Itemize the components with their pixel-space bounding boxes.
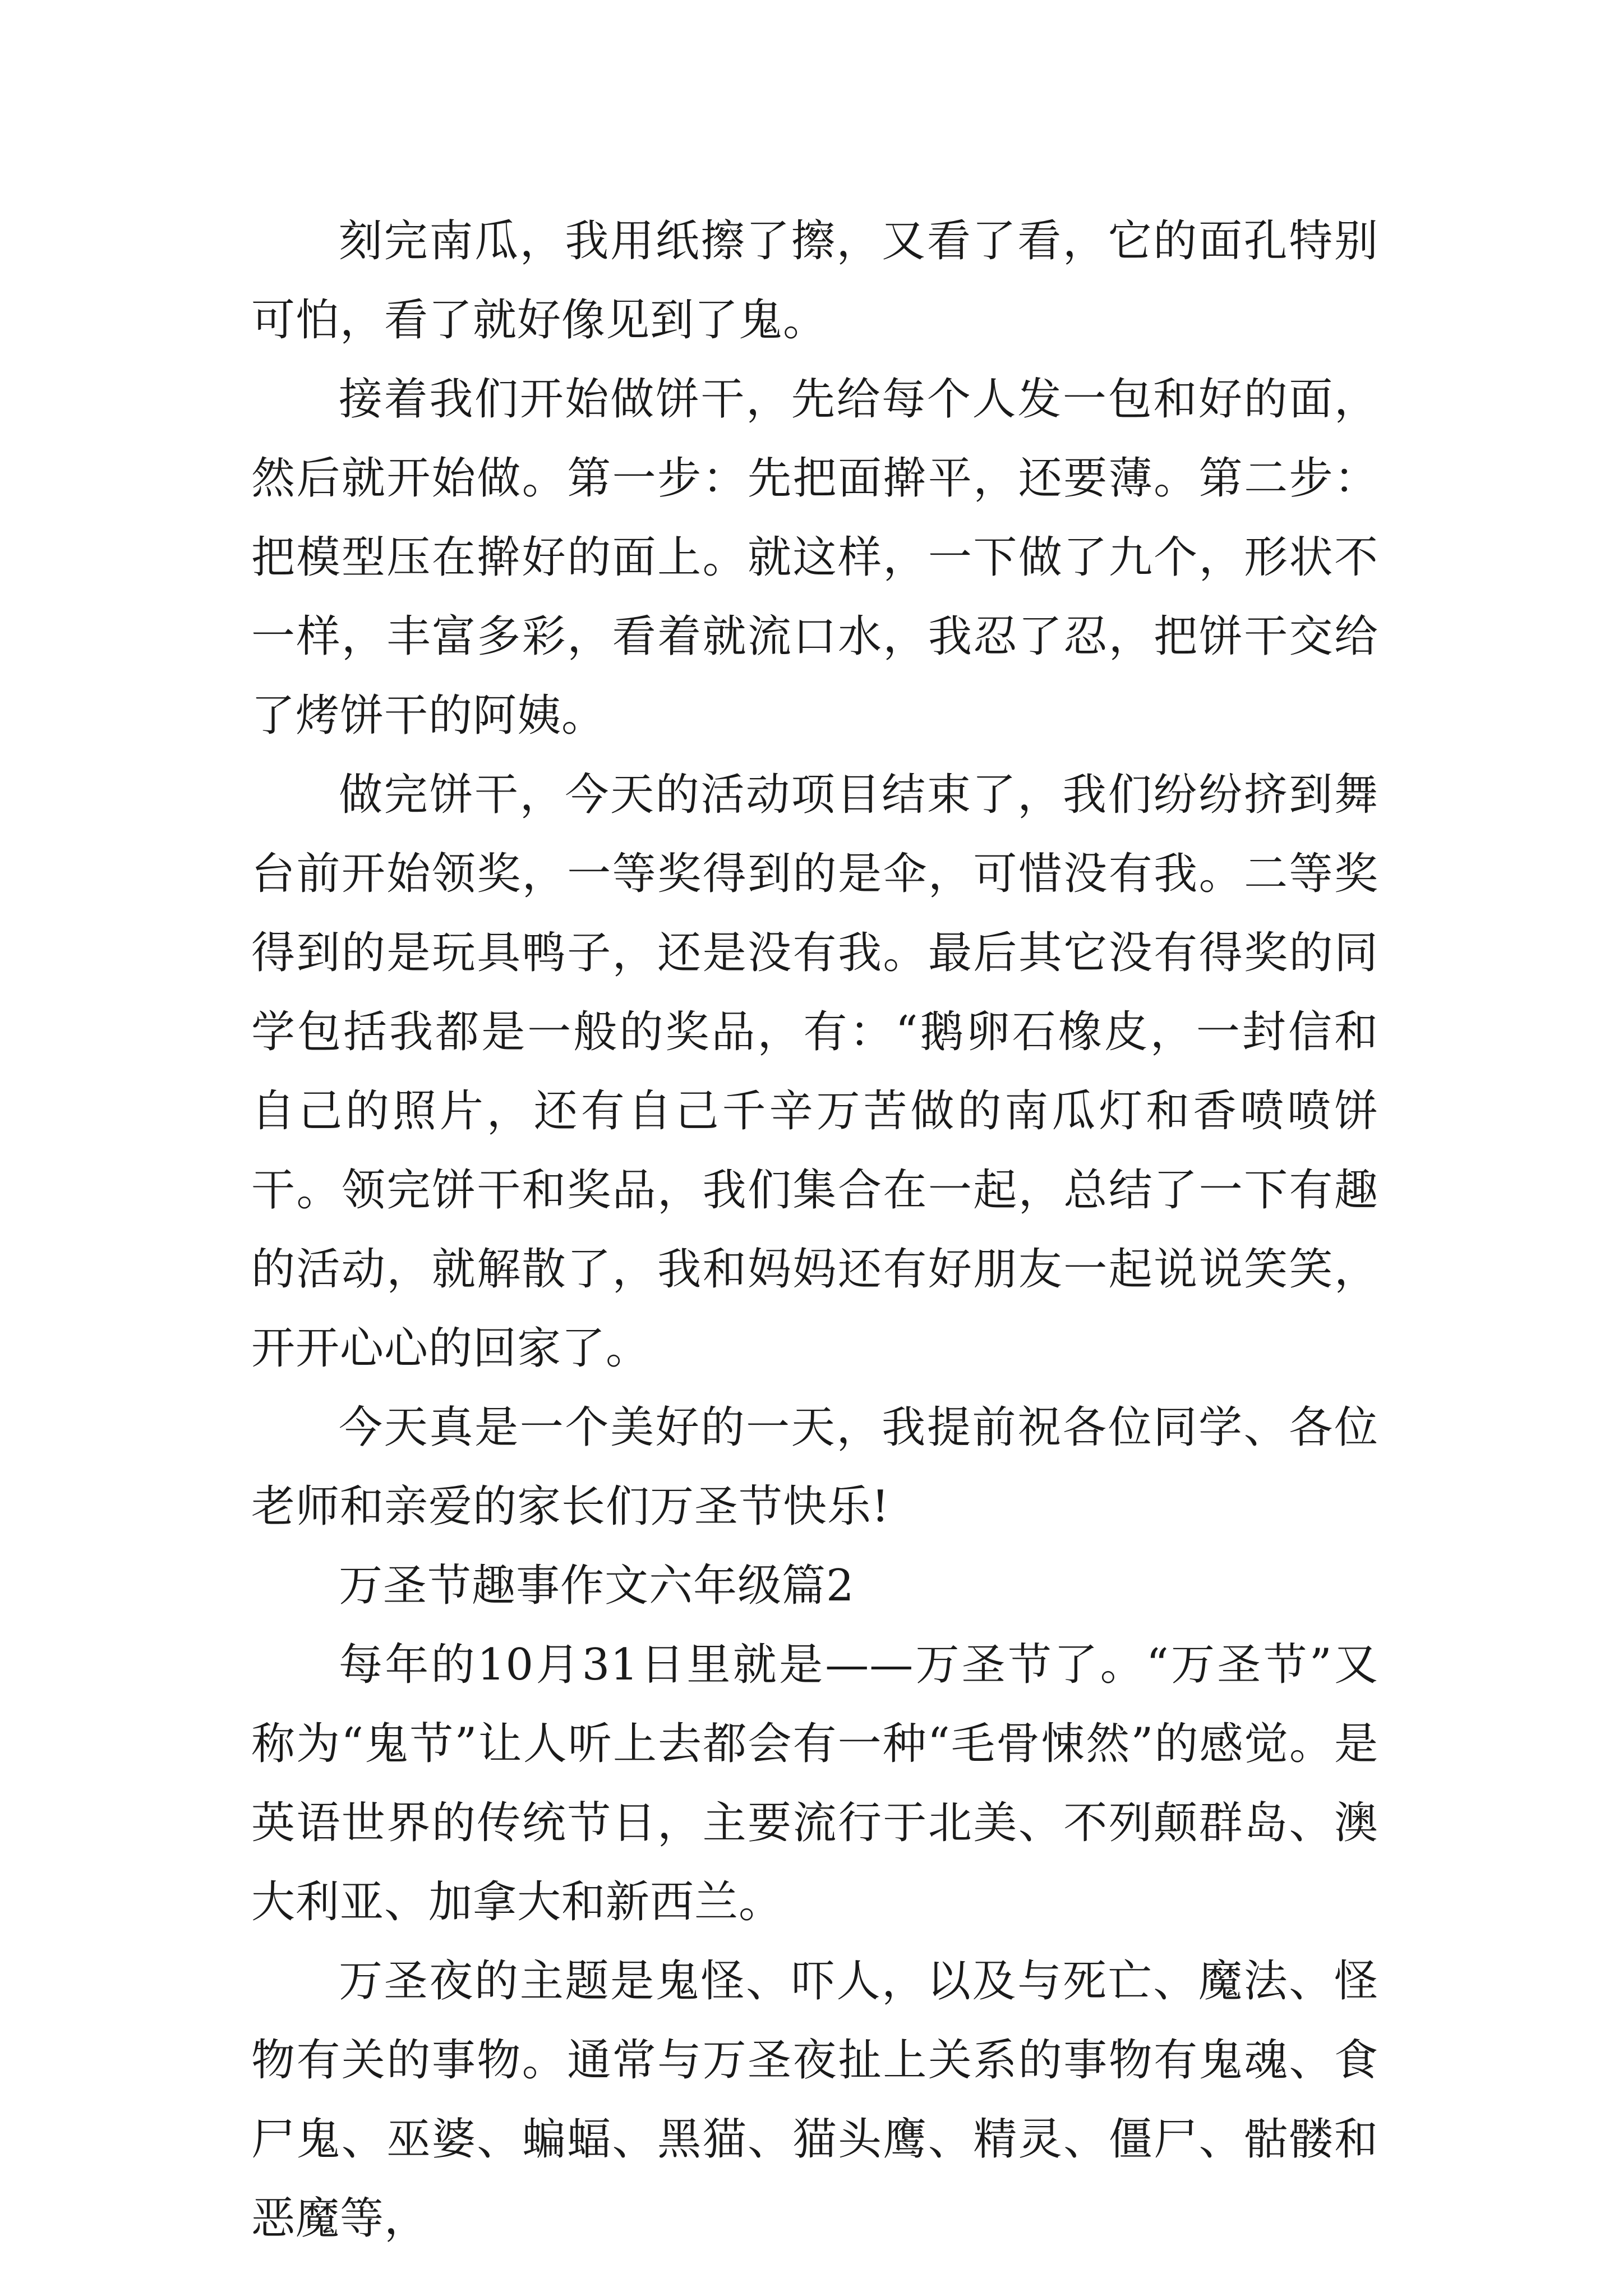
paragraph: 万圣夜的主题是鬼怪、吓人，以及与死亡、魔法、怪物有关的事物。通常与万圣夜扯上关系的事物有鬼魂、食尸鬼、巫婆、蝙蝠、黑猫、猫头鹰、精灵、僵尸、骷髅和恶魔等， — [251, 1956, 1378, 2244]
paragraph: 刻完南瓜，我用纸擦了擦，又看了看，它的面孔特别可怕，看了就好像见到了鬼。 — [251, 216, 1378, 346]
paragraph: 接着我们开始做饼干，先给每个人发一包和好的面，然后就开始做。第一步：先把面擀平，还要薄。第二步：把模型压在擀好的面上。就这样，一下做了九个，形状不一样，丰富多彩，看着就流口水，我忍了忍，把饼干交给了烤饼干的阿姨。 — [251, 374, 1378, 741]
document-body — [251, 202, 1378, 2258]
paragraph: 每年的10月31日里就是——万圣节了。“万圣节”又称为“鬼节”让人听上去都会有一种“毛骨悚然”的感觉。是英语世界的传统节日，主要流行于北美、不列颠群岛、澳大利亚、加拿大和新西兰。 — [251, 1640, 1378, 1927]
paragraph: 做完饼干，今天的活动项目结束了，我们纷纷挤到舞台前开始领奖，一等奖得到的是伞，可惜没有我。二等奖得到的是玩具鸭子，还是没有我。最后其它没有得奖的同学包括我都是一般的奖品，有：“鹅卵石橡皮，一封信和自己的照片，还有自己千辛万苦做的南瓜灯和香喷喷饼干。领完饼干和奖品，我们集合在一起，总结了一下有趣的活动，就解散了，我和妈妈还有好朋友一起说说笑笑，开开心心的回家了。 — [251, 770, 1378, 1374]
paragraph: 今天真是一个美好的一天，我提前祝各位同学、各位老师和亲爱的家长们万圣节快乐! — [251, 1402, 1378, 1532]
section-heading: 万圣节趣事作文六年级篇2 — [339, 1561, 855, 1611]
